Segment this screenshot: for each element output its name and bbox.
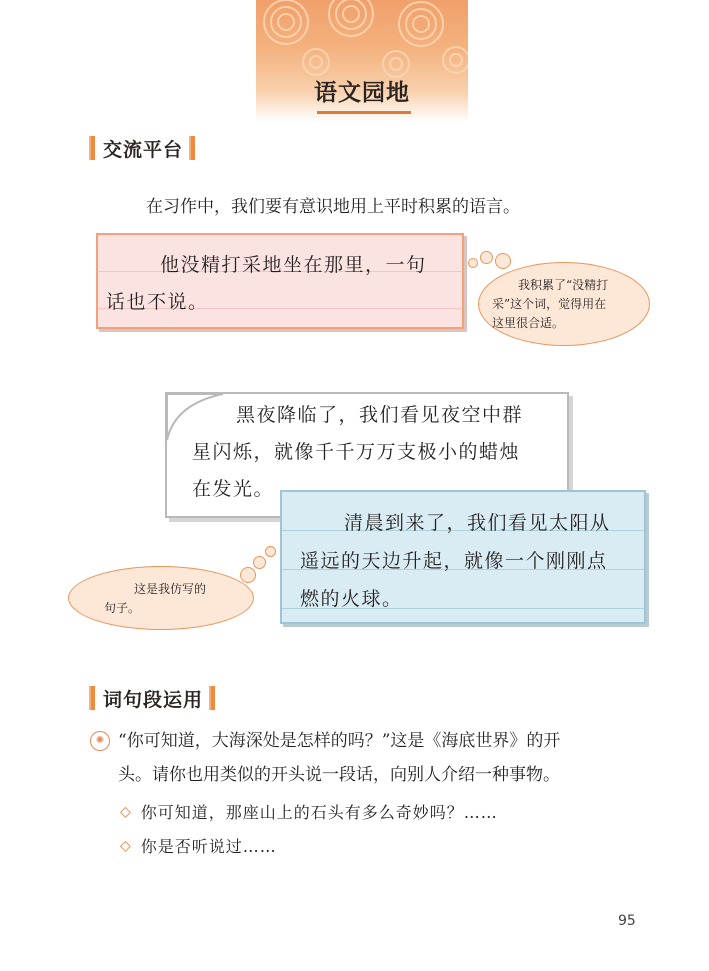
seal-icon: ✺ [90, 731, 110, 751]
night-line-2: 星闪烁，就像千千万万支极小的蜡烛 [192, 441, 521, 463]
note-line-3: 这里很合适。 [492, 316, 565, 330]
heading-bar-right [189, 136, 195, 160]
note-line-2: 采”这个词，觉得用在 [492, 297, 607, 311]
night-line-3: 在发光。 [192, 478, 275, 500]
note2-line-2: 句子。 [104, 601, 141, 615]
morning-line-1: 清晨到来了，我们看见太阳从 [344, 512, 611, 534]
bubble-dot [240, 567, 256, 583]
heading-bar-left [89, 686, 95, 710]
intro-text: 在习作中，我们要有意识地用上平时积累的语言。 [146, 197, 520, 217]
option-item [120, 834, 277, 857]
page-number: 95 [618, 913, 636, 929]
heading-bar-left [89, 136, 95, 160]
bubble-dot [468, 258, 478, 268]
example-line-1: 他没精打采地坐在那里，一句 [160, 254, 427, 276]
bubble-dot [265, 546, 276, 557]
night-line-1: 黑夜降临了，我们看见夜空中群 [236, 404, 524, 426]
morning-line-3: 燃的火球。 [300, 588, 403, 610]
page-title: 语文园地 [314, 79, 410, 106]
bubble-dot [480, 251, 493, 264]
note2-line-1: 这是我仿写的 [134, 582, 207, 596]
option-text: 你可知道，那座山上的石头有多么奇妙吗？…… [140, 803, 498, 822]
section-heading-text: 词句段运用 [103, 688, 204, 711]
option-text: 你是否听说过…… [140, 837, 277, 856]
note-line-1: 我积累了“没精打 [518, 278, 609, 292]
bubble-dot [495, 253, 511, 269]
section-heading-exchange [89, 135, 195, 161]
bubble-dot [253, 556, 266, 569]
diamond-bullet-icon: ◇ [120, 803, 131, 820]
section-heading-text: 交流平台 [103, 138, 184, 161]
example-line-2: 话也不说。 [106, 291, 209, 313]
heading-bar-right [209, 686, 215, 710]
section-heading-usage [89, 685, 215, 711]
diamond-bullet-icon: ◇ [120, 837, 131, 854]
prompt-line-2: 头。请你也用类似的开头说一段话，向别人介绍一种事物。 [118, 765, 560, 785]
title-underline [317, 111, 411, 114]
thought-bubble-imitation [68, 566, 254, 630]
prompt-line-1: “你可知道，大海深处是怎样的吗？”这是《海底世界》的开 [118, 731, 561, 751]
option-item [120, 800, 498, 823]
morning-line-2: 遥远的天边升起，就像一个刚刚点 [300, 550, 608, 572]
